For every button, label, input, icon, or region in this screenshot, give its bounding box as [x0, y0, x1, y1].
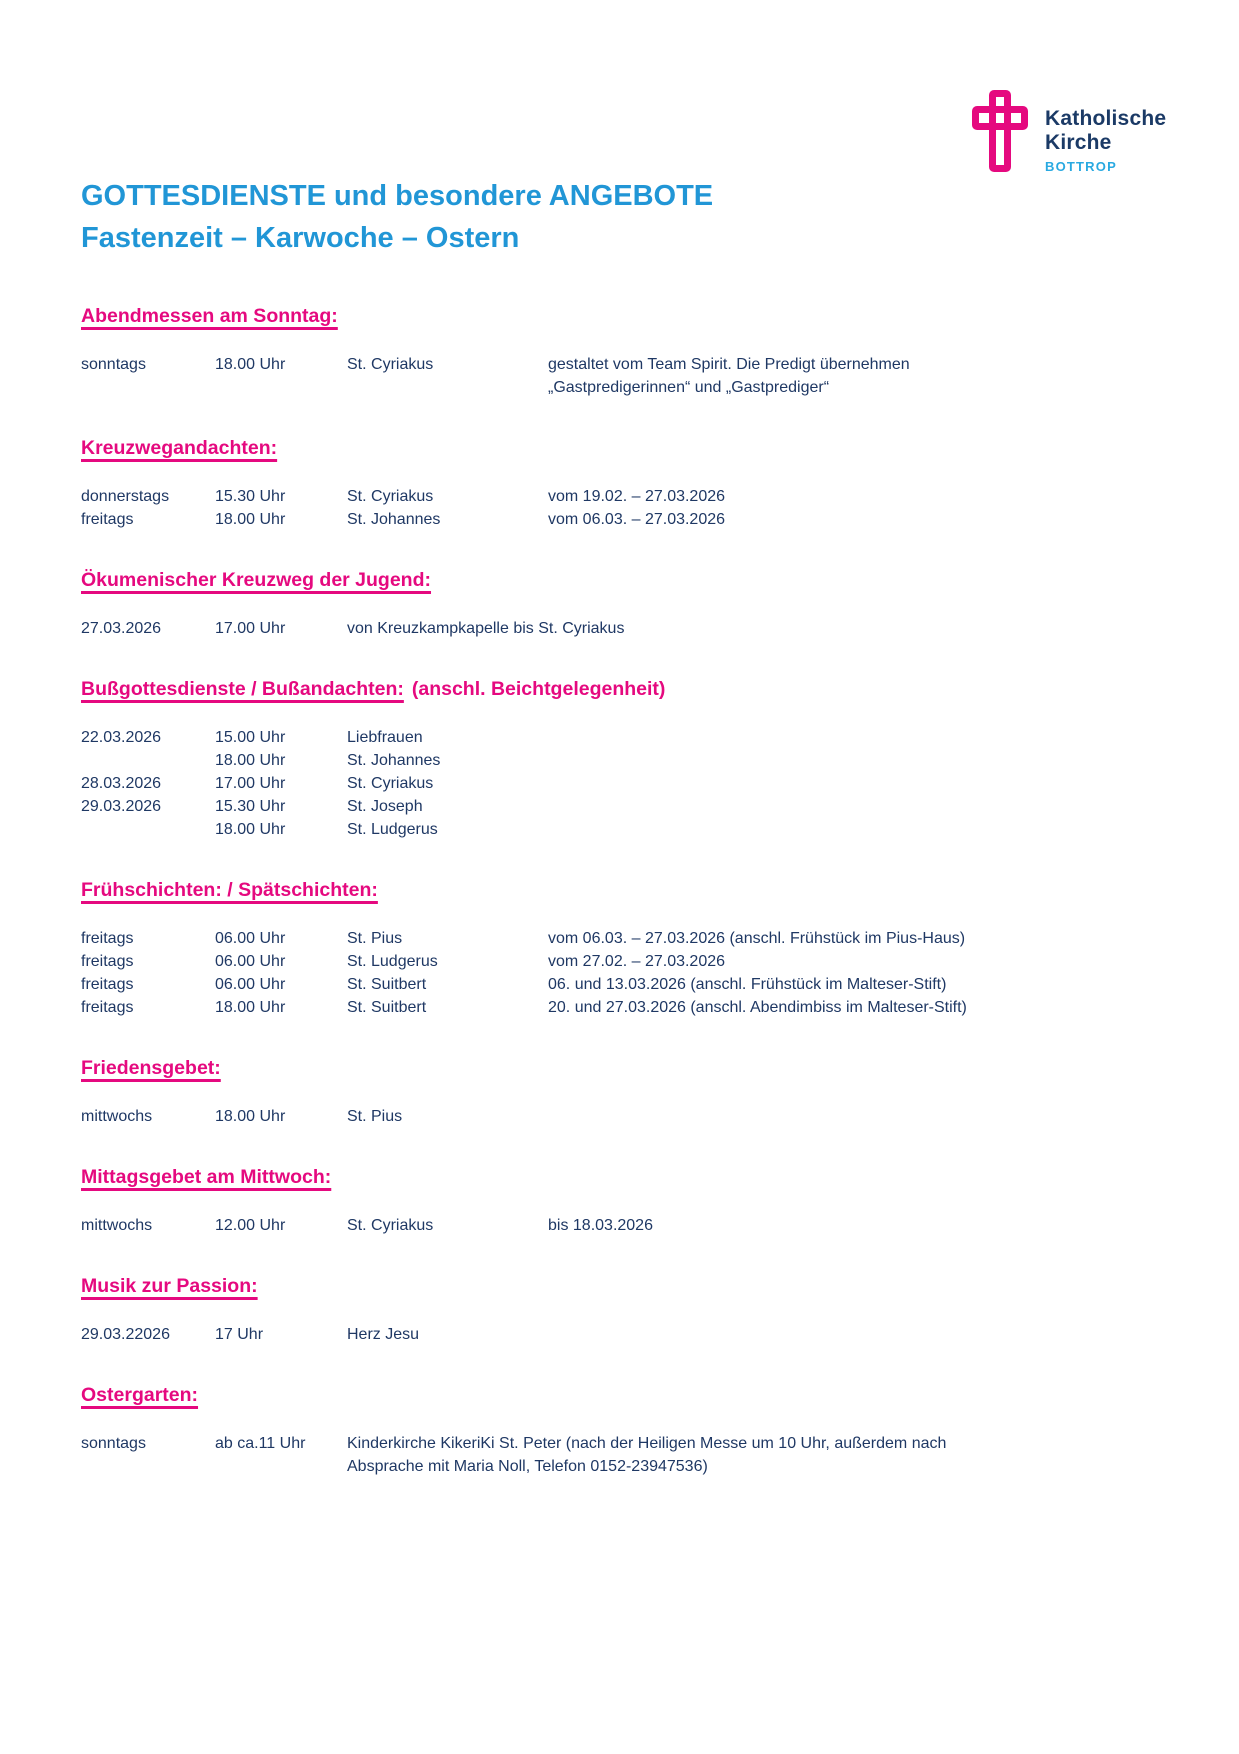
schedule-cell: St. Johannes: [347, 752, 441, 769]
schedule-section: [81, 1164, 1011, 1237]
schedule-cell: freitags: [81, 976, 134, 993]
section-heading: [81, 1055, 1011, 1081]
schedule-cell: [81, 818, 215, 841]
schedule-cell: 18.00 Uhr: [215, 821, 286, 838]
schedule-row: [81, 1214, 1011, 1237]
schedule-cell: sonntags: [81, 1435, 146, 1452]
section-heading-text: Abendmessen am Sonntag:: [81, 305, 338, 327]
schedule-cell: vom 19.02. – 27.03.2026: [548, 488, 726, 505]
section-heading: [81, 303, 1011, 329]
section-heading: [81, 1273, 1011, 1299]
schedule-cell: 17.00 Uhr: [215, 620, 286, 637]
schedule-cell: sonntags: [81, 356, 146, 373]
schedule-cell: Kinderkirche KikeriKi St. Peter (nach der Heiligen Messe um 10 Uhr, außerdem nach Absprache mit Maria Noll, Telefon 0152-23947536): [347, 1435, 947, 1475]
schedule-cell: freitags: [81, 511, 134, 528]
schedule-cell: bis 18.03.2026: [548, 1217, 653, 1234]
schedule-cell: 27.03.2026: [81, 620, 162, 637]
schedule-rows: [81, 353, 1011, 399]
schedule-cell: freitags: [81, 930, 134, 947]
schedule-cell: St. Ludgerus: [347, 821, 438, 838]
schedule-cell: 17.00 Uhr: [215, 775, 286, 792]
schedule-cell: 15.30 Uhr: [215, 798, 286, 815]
logo-text: [1045, 90, 1166, 173]
logo-city: BOTTROP: [1045, 159, 1117, 174]
section-heading: [81, 877, 1011, 903]
schedule-cell: Herz Jesu: [347, 1326, 420, 1343]
schedule-row: [81, 795, 1011, 818]
schedule-cell: St. Cyriakus: [347, 488, 434, 505]
schedule-cell: St. Joseph: [347, 798, 423, 815]
schedule-cell: St. Ludgerus: [347, 953, 438, 970]
schedule-cell: 06. und 13.03.2026 (anschl. Frühstück im Malteser-Stift): [548, 976, 947, 993]
schedule-cell: ab ca.11 Uhr: [215, 1435, 306, 1452]
schedule-rows: [81, 1323, 1011, 1346]
schedule-section: [81, 303, 1011, 399]
schedule-cell: St. Suitbert: [347, 999, 427, 1016]
church-logo: [972, 90, 1166, 173]
section-heading: [81, 435, 1011, 461]
section-heading-text: Kreuzwegandachten:: [81, 437, 278, 459]
schedule-cell: 29.03.2026: [81, 798, 162, 815]
schedule-cell: St. Suitbert: [347, 976, 427, 993]
schedule-cell: vom 06.03. – 27.03.2026 (anschl. Frühstück im Pius-Haus): [548, 930, 966, 947]
schedule-cell: 18.00 Uhr: [215, 356, 286, 373]
section-heading-text: Friedensgebet:: [81, 1057, 221, 1079]
schedule-row: [81, 1432, 1011, 1478]
schedule-section: [81, 435, 1011, 531]
schedule-cell: 15.00 Uhr: [215, 729, 286, 746]
schedule-cell: 18.00 Uhr: [215, 1108, 286, 1125]
cross-icon: [972, 90, 1028, 172]
section-heading: [81, 1164, 1011, 1190]
schedule-row: [81, 927, 1011, 950]
schedule-cell: 12.00 Uhr: [215, 1217, 286, 1234]
schedule-cell: St. Cyriakus: [347, 1217, 434, 1234]
schedule-cell: freitags: [81, 999, 134, 1016]
section-heading: [81, 1382, 1011, 1408]
schedule-rows: [81, 1214, 1011, 1237]
section-heading-text: Mittagsgebet am Mittwoch:: [81, 1166, 332, 1188]
schedule-rows: [81, 726, 1011, 841]
section-heading-text: Musik zur Passion:: [81, 1275, 258, 1297]
schedule-row: [81, 726, 1011, 749]
logo-name-line2: Kirche: [1045, 131, 1112, 154]
schedule-row: [81, 996, 1011, 1019]
schedule-row: [81, 818, 1011, 841]
schedule-row: [81, 1323, 1011, 1346]
schedule-row: [81, 973, 1011, 996]
schedule-cell: 06.00 Uhr: [215, 976, 286, 993]
schedule-cell: [81, 749, 215, 772]
section-heading-text: Ökumenischer Kreuzweg der Jugend:: [81, 569, 432, 591]
schedule-cell: vom 27.02. – 27.03.2026: [548, 953, 726, 970]
schedule-rows: [81, 617, 1011, 640]
schedule-sections: [81, 303, 1011, 1478]
schedule-row: [81, 353, 1011, 399]
schedule-cell: St. Cyriakus: [347, 775, 434, 792]
schedule-cell: 06.00 Uhr: [215, 930, 286, 947]
schedule-row: [81, 749, 1011, 772]
schedule-row: [81, 485, 1011, 508]
section-heading-text: Bußgottesdienste / Bußandachten:: [81, 678, 404, 700]
schedule-section: [81, 567, 1011, 640]
schedule-cell: 18.00 Uhr: [215, 999, 286, 1016]
schedule-cell: mittwochs: [81, 1217, 153, 1234]
page-title: [81, 175, 1239, 259]
schedule-rows: [81, 485, 1011, 531]
schedule-cell: von Kreuzkampkapelle bis St. Cyriakus: [347, 620, 625, 637]
schedule-cell: freitags: [81, 953, 134, 970]
schedule-cell: 22.03.2026: [81, 729, 162, 746]
schedule-cell: vom 06.03. – 27.03.2026: [548, 511, 726, 528]
schedule-row: [81, 950, 1011, 973]
schedule-rows: [81, 927, 1011, 1019]
section-heading-suffix: (anschl. Beichtgelegenheit): [411, 678, 666, 700]
schedule-cell: St. Pius: [347, 930, 403, 947]
schedule-cell: mittwochs: [81, 1108, 153, 1125]
schedule-cell: 28.03.2026: [81, 775, 162, 792]
schedule-cell: 06.00 Uhr: [215, 953, 286, 970]
schedule-cell: 15.30 Uhr: [215, 488, 286, 505]
schedule-cell: 18.00 Uhr: [215, 752, 286, 769]
schedule-row: [81, 617, 1011, 640]
schedule-section: [81, 1382, 1011, 1478]
schedule-cell: 17 Uhr: [215, 1326, 264, 1343]
page-title-line1: GOTTESDIENSTE und besondere ANGEBOTE: [81, 180, 714, 212]
schedule-cell: 18.00 Uhr: [215, 511, 286, 528]
schedule-row: [81, 1105, 1011, 1128]
schedule-section: [81, 1273, 1011, 1346]
schedule-cell: St. Cyriakus: [347, 356, 434, 373]
page-title-line2: Fastenzeit – Karwoche – Ostern: [81, 222, 520, 254]
schedule-cell: donnerstags: [81, 488, 170, 505]
schedule-cell: 20. und 27.03.2026 (anschl. Abendimbiss im Malteser-Stift): [548, 999, 967, 1016]
logo-name-line1: Katholische: [1045, 107, 1167, 130]
section-heading: [81, 676, 1011, 702]
schedule-row: [81, 508, 1011, 531]
schedule-section: [81, 1055, 1011, 1128]
schedule-section: [81, 877, 1011, 1019]
schedule-section: [81, 676, 1011, 841]
schedule-cell: St. Johannes: [347, 511, 441, 528]
schedule-cell: Liebfrauen: [347, 729, 423, 746]
schedule-cell: gestaltet vom Team Spirit. Die Predigt übernehmen „Gastpredigerinnen“ und „Gastprediger“: [548, 356, 910, 396]
schedule-rows: [81, 1105, 1011, 1128]
section-heading-text: Frühschichten: / Spätschichten:: [81, 879, 378, 901]
section-heading-text: Ostergarten:: [81, 1384, 199, 1406]
schedule-cell: 29.03.22026: [81, 1326, 170, 1343]
section-heading: [81, 567, 1011, 593]
schedule-cell: St. Pius: [347, 1108, 403, 1125]
schedule-rows: [81, 1432, 1011, 1478]
schedule-row: [81, 772, 1011, 795]
